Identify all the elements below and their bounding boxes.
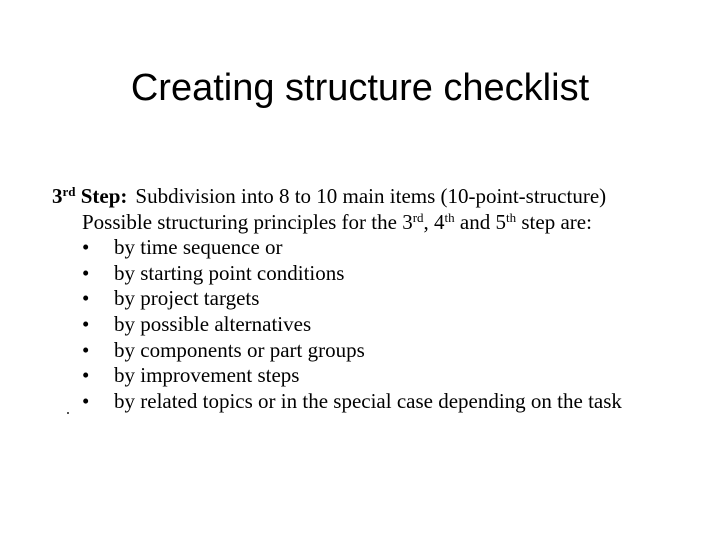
list-item [52,363,692,389]
principles-intro-text: step are: [516,209,592,234]
bullet-icon: • [82,311,90,336]
list-item-text: by components or part groups [114,337,365,362]
bullet-list [52,235,692,414]
ordinal-suffix: th [444,209,455,225]
slide-title: Creating structure checklist [130,67,590,110]
principles-intro-text: and 5 [454,209,506,234]
step-label [52,184,127,208]
bullet-icon: • [82,260,90,285]
step-word: Step: [80,184,128,208]
scan-artifact-dot [67,412,69,414]
list-item-text: by related topics or in the special case depending on the task [114,388,622,413]
list-item [52,389,692,415]
bullet-icon: • [82,286,90,311]
checklist-content [52,184,692,414]
step-description: Subdivision into 8 to 10 main items (10-point-structure) [135,184,607,208]
principles-intro-text: Possible structuring principles for the 3 [82,209,413,234]
step-number: 3 [52,184,63,208]
list-item-text: by possible alternatives [114,311,312,336]
list-item-text: by time sequence or [114,235,283,260]
bullet-icon: • [82,363,90,388]
bullet-icon: • [82,388,90,413]
list-item-text: by starting point conditions [114,260,345,285]
bullet-icon: • [82,337,90,362]
step-ordinal-suffix: rd [62,184,76,199]
ordinal-suffix: rd [412,209,424,225]
ordinal-suffix: th [506,209,517,225]
list-item-text: by improvement steps [114,363,300,388]
list-item [52,312,692,338]
list-item [52,235,692,261]
bullet-icon: • [82,235,90,260]
list-item [52,286,692,312]
list-item-text: by project targets [114,286,260,311]
list-item [52,338,692,364]
principles-intro [52,210,692,236]
step-heading-line [52,184,692,210]
principles-intro-text: , 4 [423,209,445,234]
list-item [52,261,692,287]
